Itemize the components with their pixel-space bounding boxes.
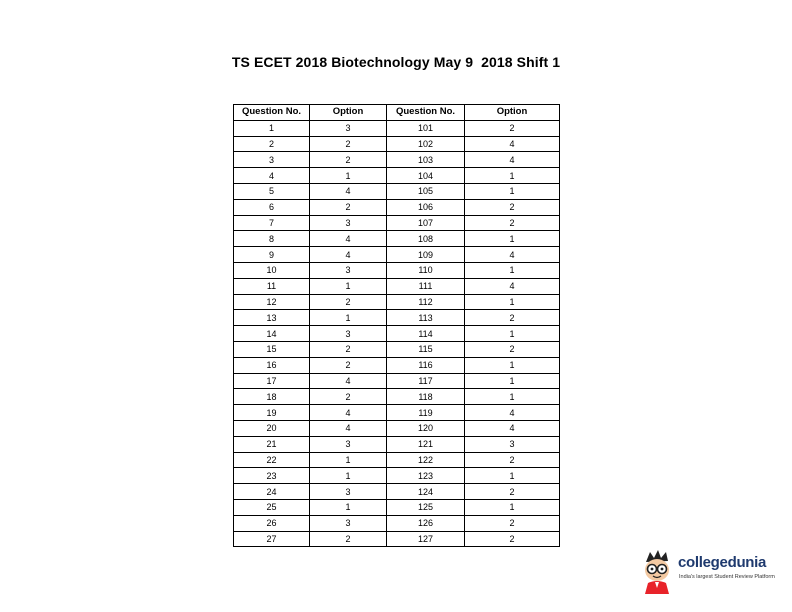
table-row — [234, 499, 560, 515]
table-row — [234, 183, 560, 199]
table-row — [234, 468, 560, 484]
table-header-row — [234, 105, 560, 121]
cell-option-2: 4 — [465, 152, 560, 168]
cell-option: 4 — [310, 373, 387, 389]
cell-option-2: 1 — [465, 326, 560, 342]
table-row — [234, 215, 560, 231]
cell-question-no-2: 109 — [387, 247, 465, 263]
cell-option: 1 — [310, 310, 387, 326]
cell-question-no-2: 111 — [387, 278, 465, 294]
cell-question-no-2: 124 — [387, 484, 465, 500]
cell-question-no-2: 108 — [387, 231, 465, 247]
cell-option: 2 — [310, 199, 387, 215]
cell-option-2: 2 — [465, 515, 560, 531]
cell-option: 4 — [310, 405, 387, 421]
table-row — [234, 484, 560, 500]
cell-question-no-2: 123 — [387, 468, 465, 484]
mascot-icon — [640, 548, 676, 594]
cell-question-no-2: 107 — [387, 215, 465, 231]
cell-question-no: 21 — [234, 436, 310, 452]
table-row — [234, 452, 560, 468]
cell-question-no: 1 — [234, 120, 310, 136]
cell-question-no: 7 — [234, 215, 310, 231]
table-row — [234, 310, 560, 326]
cell-question-no-2: 105 — [387, 183, 465, 199]
table-row — [234, 278, 560, 294]
cell-question-no: 27 — [234, 531, 310, 547]
cell-option: 3 — [310, 215, 387, 231]
cell-question-no: 2 — [234, 136, 310, 152]
cell-option: 2 — [310, 531, 387, 547]
table-row — [234, 231, 560, 247]
table-row — [234, 326, 560, 342]
header-option-2: Option — [465, 105, 560, 121]
cell-option-2: 3 — [465, 436, 560, 452]
header-question-no-2: Question No. — [387, 105, 465, 121]
cell-question-no-2: 118 — [387, 389, 465, 405]
cell-option-2: 1 — [465, 183, 560, 199]
cell-option-2: 1 — [465, 231, 560, 247]
cell-option-2: 2 — [465, 531, 560, 547]
table-row — [234, 515, 560, 531]
table-row — [234, 294, 560, 310]
cell-question-no: 16 — [234, 357, 310, 373]
cell-option: 2 — [310, 341, 387, 357]
cell-option-2: 2 — [465, 484, 560, 500]
cell-option: 4 — [310, 231, 387, 247]
cell-question-no-2: 125 — [387, 499, 465, 515]
table-row — [234, 152, 560, 168]
table-row — [234, 199, 560, 215]
cell-question-no: 11 — [234, 278, 310, 294]
cell-question-no: 14 — [234, 326, 310, 342]
cell-option-2: 2 — [465, 120, 560, 136]
collegedunia-logo — [640, 548, 780, 594]
table-row — [234, 341, 560, 357]
cell-option-2: 4 — [465, 420, 560, 436]
cell-option: 1 — [310, 452, 387, 468]
cell-option-2: 1 — [465, 357, 560, 373]
cell-option-2: 2 — [465, 215, 560, 231]
cell-question-no: 4 — [234, 168, 310, 184]
cell-question-no: 19 — [234, 405, 310, 421]
cell-option: 1 — [310, 499, 387, 515]
cell-question-no: 24 — [234, 484, 310, 500]
cell-option-2: 1 — [465, 373, 560, 389]
cell-option: 3 — [310, 262, 387, 278]
cell-question-no-2: 120 — [387, 420, 465, 436]
table-row — [234, 531, 560, 547]
table-row — [234, 168, 560, 184]
cell-question-no: 25 — [234, 499, 310, 515]
cell-question-no: 20 — [234, 420, 310, 436]
table-row — [234, 436, 560, 452]
cell-question-no: 18 — [234, 389, 310, 405]
cell-option: 3 — [310, 436, 387, 452]
cell-option-2: 4 — [465, 247, 560, 263]
cell-option-2: 1 — [465, 499, 560, 515]
cell-question-no-2: 116 — [387, 357, 465, 373]
cell-option: 1 — [310, 468, 387, 484]
page-title: TS ECET 2018 Biotechnology May 9 2018 Shift 1 — [231, 54, 561, 70]
cell-question-no: 8 — [234, 231, 310, 247]
cell-option: 4 — [310, 420, 387, 436]
cell-question-no-2: 101 — [387, 120, 465, 136]
cell-question-no: 23 — [234, 468, 310, 484]
cell-question-no: 17 — [234, 373, 310, 389]
cell-question-no-2: 112 — [387, 294, 465, 310]
cell-option-2: 1 — [465, 168, 560, 184]
cell-option: 2 — [310, 294, 387, 310]
cell-question-no-2: 127 — [387, 531, 465, 547]
table-row — [234, 389, 560, 405]
cell-question-no: 15 — [234, 341, 310, 357]
cell-question-no-2: 115 — [387, 341, 465, 357]
cell-option-2: 2 — [465, 341, 560, 357]
cell-option: 2 — [310, 136, 387, 152]
table-row — [234, 120, 560, 136]
table-row — [234, 357, 560, 373]
cell-question-no-2: 104 — [387, 168, 465, 184]
cell-question-no-2: 122 — [387, 452, 465, 468]
cell-question-no-2: 119 — [387, 405, 465, 421]
cell-question-no: 26 — [234, 515, 310, 531]
cell-question-no-2: 106 — [387, 199, 465, 215]
cell-option-2: 4 — [465, 405, 560, 421]
cell-question-no: 9 — [234, 247, 310, 263]
cell-question-no-2: 102 — [387, 136, 465, 152]
cell-option: 3 — [310, 515, 387, 531]
table-body — [234, 120, 560, 547]
answer-key-table — [233, 104, 560, 547]
header-question-no: Question No. — [234, 105, 310, 121]
cell-question-no: 13 — [234, 310, 310, 326]
cell-option-2: 4 — [465, 278, 560, 294]
cell-question-no: 3 — [234, 152, 310, 168]
cell-option-2: 2 — [465, 452, 560, 468]
cell-option-2: 4 — [465, 136, 560, 152]
cell-option: 2 — [310, 389, 387, 405]
cell-question-no: 12 — [234, 294, 310, 310]
cell-option: 2 — [310, 357, 387, 373]
cell-option-2: 2 — [465, 199, 560, 215]
table-row — [234, 262, 560, 278]
cell-option-2: 1 — [465, 294, 560, 310]
cell-question-no-2: 114 — [387, 326, 465, 342]
table-row — [234, 420, 560, 436]
cell-question-no-2: 110 — [387, 262, 465, 278]
cell-option-2: 1 — [465, 468, 560, 484]
cell-question-no-2: 103 — [387, 152, 465, 168]
cell-question-no: 5 — [234, 183, 310, 199]
cell-option: 1 — [310, 168, 387, 184]
table-row — [234, 136, 560, 152]
cell-question-no-2: 113 — [387, 310, 465, 326]
cell-option-2: 1 — [465, 389, 560, 405]
cell-question-no: 10 — [234, 262, 310, 278]
brand-name: collegedunia — [678, 554, 767, 571]
cell-option: 3 — [310, 484, 387, 500]
cell-option-2: 1 — [465, 262, 560, 278]
table-row — [234, 373, 560, 389]
cell-option: 4 — [310, 183, 387, 199]
table-row — [234, 405, 560, 421]
cell-option: 3 — [310, 120, 387, 136]
cell-question-no-2: 117 — [387, 373, 465, 389]
cell-option: 4 — [310, 247, 387, 263]
cell-option: 3 — [310, 326, 387, 342]
table-row — [234, 247, 560, 263]
cell-question-no-2: 126 — [387, 515, 465, 531]
cell-option-2: 2 — [465, 310, 560, 326]
cell-question-no: 22 — [234, 452, 310, 468]
cell-option: 1 — [310, 278, 387, 294]
header-option: Option — [310, 105, 387, 121]
brand-tagline: India's largest Student Review Platform — [679, 574, 775, 580]
cell-question-no-2: 121 — [387, 436, 465, 452]
cell-option: 2 — [310, 152, 387, 168]
cell-question-no: 6 — [234, 199, 310, 215]
